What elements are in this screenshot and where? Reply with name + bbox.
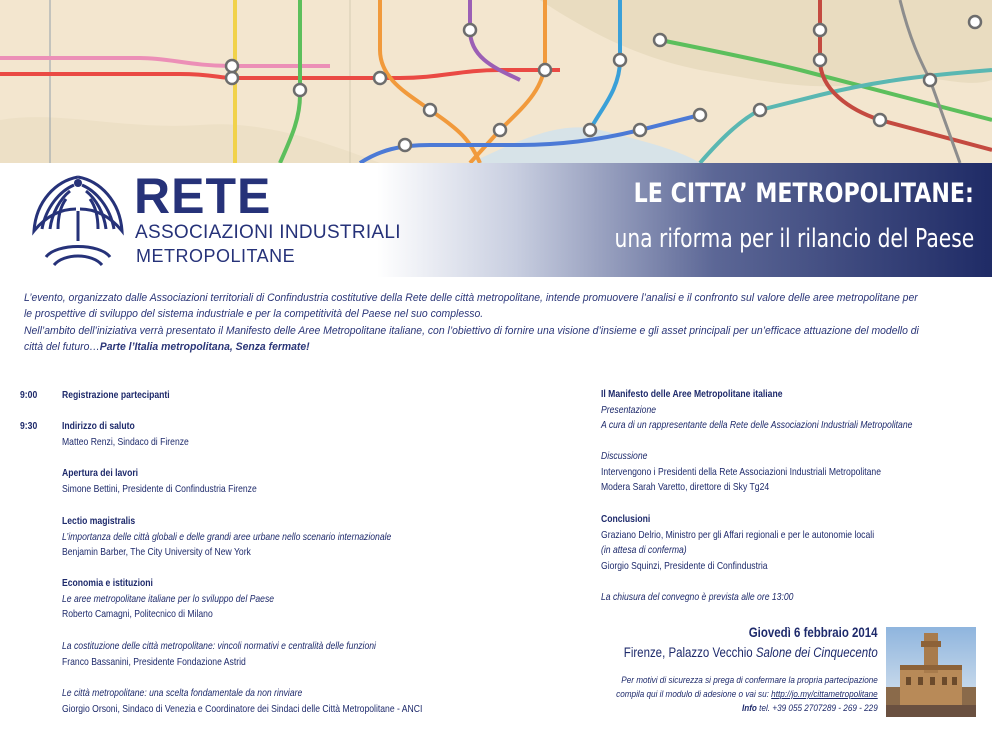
session-title: Lectio magistralis [62, 515, 136, 527]
session-choice [62, 686, 422, 717]
session-note: (in attesa di conferma) [601, 544, 687, 556]
session-speaker: A cura di un rappresentante della Rete delle Associazioni Industriali Metropolitane [601, 419, 913, 431]
session-constitution [62, 639, 376, 670]
info-label: Info [742, 703, 758, 714]
closing-note: La chiusura del convegno è prevista alle ore 13:00 [601, 591, 794, 603]
metro-map-illustration [0, 0, 992, 163]
session-manifesto [601, 387, 912, 434]
session-moderator: Modera Sarah Varetto, direttore di Sky Tg24 [601, 481, 770, 493]
session-speaker: Intervengono i Presidenti della Rete Associazioni Industriali Metropolitane [601, 465, 881, 478]
item-registration: Registrazione partecipanti [62, 389, 170, 401]
registration-note [616, 689, 878, 700]
session-speaker: Benjamin Barber, The City University of New York [62, 546, 251, 558]
session-title: Apertura dei lavori [62, 467, 139, 479]
time-9-30: 9:30 [20, 420, 38, 432]
logo-line-metropolitane: METROPOLITANE [136, 246, 296, 266]
session-economy [62, 576, 274, 623]
intro-line: L’evento, organizzato dalle Associazioni territoriali di Confindustria costitutive della Rete delle città metropolitane, intende promuovere l’analisi e il confronto sul valore delle aree metropolitane per [24, 292, 918, 304]
session-title: Conclusioni [601, 513, 651, 525]
intro-line-pre: città del futuro… [24, 340, 100, 353]
session-speaker: Giorgio Squinzi, Presidente di Confindustria [601, 559, 768, 572]
registration-pre: compila qui il modulo di adesione o vai su: [616, 689, 772, 700]
session-topic: La costituzione delle città metropolitane: vincoli normativi e centralità delle funzioni [62, 640, 376, 652]
session-discussion [601, 449, 881, 496]
logo-line-associazioni: ASSOCIAZIONI INDUSTRIALI [135, 222, 401, 243]
security-note: Per motivi di sicurezza si prega di confermare la propria partecipazione [621, 675, 878, 686]
venue-hall: Salone dei Cinquecento [756, 645, 878, 660]
confindustria-eagle-logo-icon [26, 171, 130, 271]
intro-slogan: Parte l’Italia metropolitana, Senza fermate! [99, 340, 310, 353]
session-opening [62, 466, 257, 497]
page-title: LE CITTA’ METROPOLITANE: [633, 178, 974, 209]
session-greeting [62, 419, 189, 450]
session-topic: L’importanza delle città globali e delle grandi aree urbane nello scenario internazionale [62, 530, 392, 543]
metro-map-banner [0, 0, 992, 163]
session-topic: Le città metropolitane: una scelta fondamentale da non rinviare [62, 687, 303, 699]
session-title: Economia e istituzioni [62, 577, 153, 589]
intro-paragraph [24, 290, 919, 355]
event-venue [624, 645, 878, 660]
session-conclusions [601, 512, 874, 574]
registration-link[interactable]: http://jo.my/cittametropolitane [771, 689, 878, 700]
session-speaker: Giorgio Orsoni, Sindaco di Venezia e Coordinatore dei Sindaci delle Città Metropolitane - ANCI [62, 702, 423, 715]
intro-line: Nell’ambito dell’iniziativa verrà presentato il Manifesto delle Aree Metropolitane italiane, con l’obiettivo di fornire una visione d’insieme e gli asset principali per un’efficace attuazione del modello di [24, 324, 919, 337]
event-date: Giovedì 6 febbraio 2014 [749, 625, 878, 640]
time-9-00: 9:00 [20, 389, 38, 401]
session-title: Indirizzo di saluto [62, 420, 135, 432]
info-contact [742, 703, 878, 714]
venue-place: Firenze, Palazzo Vecchio [624, 645, 757, 660]
session-speaker: Graziano Delrio, Ministro per gli Affari regionali e per le autonomie locali [601, 528, 875, 541]
page-subtitle: una riforma per il rilancio del Paese [614, 224, 974, 254]
info-phone: tel. +39 055 2707289 - 269 - 229 [757, 703, 878, 714]
logo-wordmark: RETE [134, 168, 272, 224]
intro-line: le prospettive di sviluppo del sistema industriale e per la competitività del Paese nel suo complesso. [24, 308, 484, 321]
palazzo-vecchio-photo-icon [886, 627, 976, 717]
session-topic: Le aree metropolitane italiane per lo sviluppo del Paese [62, 592, 275, 605]
session-subtitle: Presentazione [601, 403, 657, 416]
session-speaker: Roberto Camagni, Politecnico di Milano [62, 608, 213, 620]
session-speaker: Simone Bettini, Presidente di Confindustria Firenze [62, 482, 257, 495]
session-speaker: Franco Bassanini, Presidente Fondazione Astrid [62, 655, 246, 668]
session-lectio [62, 514, 391, 561]
session-speaker: Matteo Renzi, Sindaco di Firenze [62, 435, 189, 448]
intro-line [24, 339, 908, 355]
session-title: Discussione [601, 450, 648, 462]
session-title: Il Manifesto delle Aree Metropolitane italiane [601, 388, 783, 400]
